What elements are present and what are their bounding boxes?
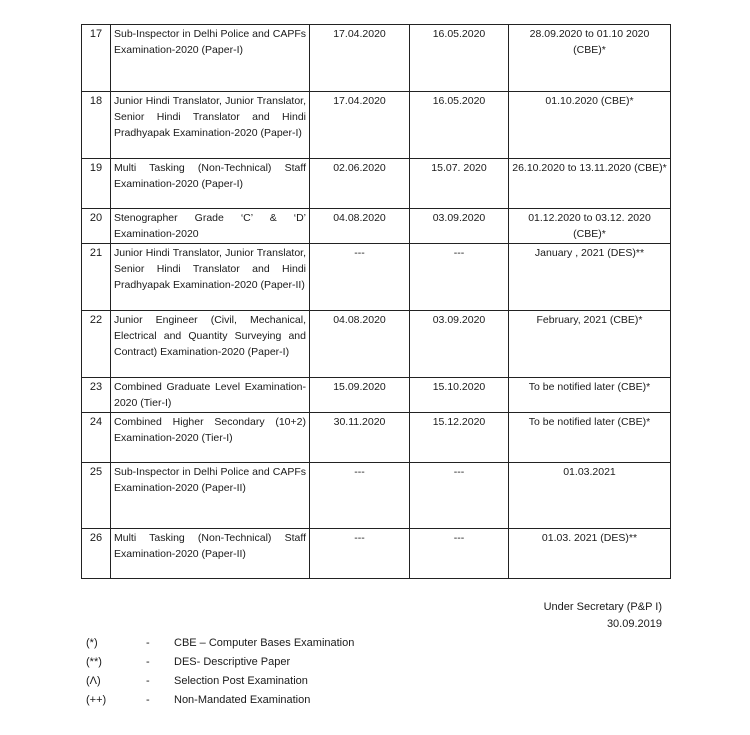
legend-dash: - (146, 694, 150, 706)
exam-date: 01.03. 2021 (DES)** (509, 529, 671, 579)
exam-date: To be notified later (CBE)* (509, 378, 671, 413)
last-date: --- (410, 529, 509, 579)
row-number: 23 (82, 378, 111, 413)
legend-item (86, 653, 354, 672)
table-row (82, 311, 671, 378)
row-number: 19 (82, 159, 111, 209)
examination-name: Multi Tasking (Non-Technical) Staff Examination-2020 (Paper-I) (111, 159, 310, 209)
row-number: 18 (82, 92, 111, 159)
exam-date: 28.09.2020 to 01.10 2020 (CBE)* (509, 25, 671, 92)
table-row (82, 25, 671, 92)
signature-date: 30.09.2019 (606, 618, 662, 630)
row-number: 22 (82, 311, 111, 378)
legend-symbol: (Λ) (86, 675, 101, 687)
notice-date: 04.08.2020 (310, 209, 410, 244)
exam-date: To be notified later (CBE)* (509, 413, 671, 463)
signatory-title: Under Secretary (P&P I) (543, 601, 662, 613)
examination-name: Stenographer Grade ‘C’ & ‘D’ Examination-2020 (111, 209, 310, 244)
examination-name: Sub-Inspector in Delhi Police and CAPFs Examination-2020 (Paper-I) (111, 25, 310, 92)
legend-item (86, 672, 354, 691)
legend-item (86, 634, 354, 653)
last-date: 16.05.2020 (410, 92, 509, 159)
examination-name: Junior Engineer (Civil, Mechanical, Electrical and Quantity Surveying and Contract) Examination-2020 (Paper-I) (111, 311, 310, 378)
examination-name: Junior Hindi Translator, Junior Translator, Senior Hindi Translator and Hindi Pradhyapak Examination-2020 (Paper-I) (111, 92, 310, 159)
legend (86, 634, 354, 710)
last-date: 15.12.2020 (410, 413, 509, 463)
last-date: 15.10.2020 (410, 378, 509, 413)
notice-date: 17.04.2020 (310, 25, 410, 92)
row-number: 26 (82, 529, 111, 579)
notice-date: --- (310, 529, 410, 579)
notice-date: 30.11.2020 (310, 413, 410, 463)
last-date: --- (410, 244, 509, 311)
signature-block (544, 599, 662, 633)
exam-date: January , 2021 (DES)** (509, 244, 671, 311)
last-date: 03.09.2020 (410, 209, 509, 244)
notice-date: 02.06.2020 (310, 159, 410, 209)
legend-symbol: (*) (86, 637, 98, 649)
legend-text: DES- Descriptive Paper (174, 656, 291, 668)
notice-date: --- (310, 244, 410, 311)
last-date: 03.09.2020 (410, 311, 509, 378)
exam-date: 26.10.2020 to 13.11.2020 (CBE)* (509, 159, 671, 209)
legend-item (86, 691, 354, 710)
table-row (82, 92, 671, 159)
last-date: 15.07. 2020 (410, 159, 509, 209)
table-row (82, 209, 671, 244)
legend-symbol: (**) (86, 656, 102, 668)
examination-name: Junior Hindi Translator, Junior Translator, Senior Hindi Translator and Hindi Pradhyapak Examination-2020 (Paper-II) (111, 244, 310, 311)
row-number: 24 (82, 413, 111, 463)
exam-date: February, 2021 (CBE)* (509, 311, 671, 378)
table-row (82, 413, 671, 463)
last-date: 16.05.2020 (410, 25, 509, 92)
table-body (82, 25, 671, 579)
examination-name: Combined Graduate Level Examination-2020 (Tier-I) (111, 378, 310, 413)
table-row (82, 159, 671, 209)
exam-schedule-table (81, 24, 671, 579)
legend-dash: - (146, 637, 150, 649)
legend-text: Selection Post Examination (174, 675, 308, 687)
row-number: 21 (82, 244, 111, 311)
exam-date: 01.12.2020 to 03.12. 2020 (CBE)* (509, 209, 671, 244)
legend-symbol: (++) (86, 694, 107, 706)
last-date: --- (410, 463, 509, 529)
notice-date: --- (310, 463, 410, 529)
examination-name: Combined Higher Secondary (10+2) Examination-2020 (Tier-I) (111, 413, 310, 463)
examination-name: Sub-Inspector in Delhi Police and CAPFs Examination-2020 (Paper-II) (111, 463, 310, 529)
legend-text: Non-Mandated Examination (174, 694, 311, 706)
row-number: 25 (82, 463, 111, 529)
exam-date: 01.10.2020 (CBE)* (509, 92, 671, 159)
row-number: 20 (82, 209, 111, 244)
notice-date: 04.08.2020 (310, 311, 410, 378)
table-row (82, 244, 671, 311)
notice-date: 17.04.2020 (310, 92, 410, 159)
exam-date: 01.03.2021 (509, 463, 671, 529)
examination-name: Multi Tasking (Non-Technical) Staff Examination-2020 (Paper-II) (111, 529, 310, 579)
table-row (82, 378, 671, 413)
table-row (82, 529, 671, 579)
notice-date: 15.09.2020 (310, 378, 410, 413)
legend-text: CBE – Computer Bases Examination (174, 637, 355, 649)
row-number: 17 (82, 25, 111, 92)
legend-dash: - (146, 656, 150, 668)
legend-dash: - (146, 675, 150, 687)
table-row (82, 463, 671, 529)
